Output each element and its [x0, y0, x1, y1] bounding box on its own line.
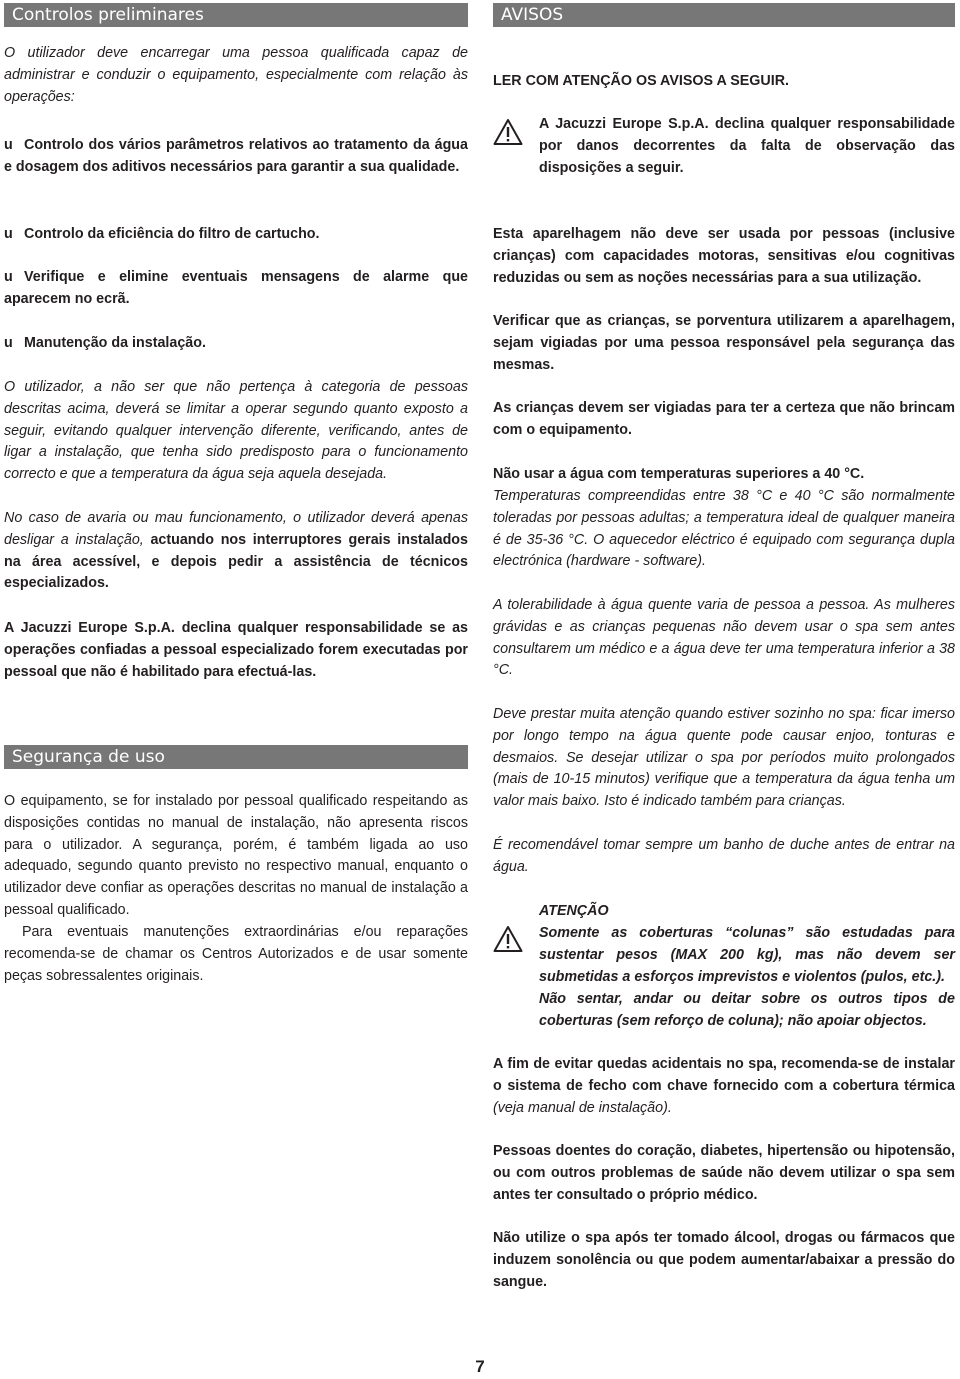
temperature-info: Temperaturas compreendidas entre 38 °C e 40 °C são normalmente toleradas por pessoas adultas; a temperatura ideal de qualquer maneira é de 35-36 °C. O aquecedor eléctrico é equipado com segurança dupla electrónica (hardware - software).: [493, 488, 955, 570]
bullet-text: Manutenção da instalação.: [24, 335, 206, 351]
bullet-marker: u: [4, 269, 13, 285]
intro-paragraph: O utilizador deve encarregar uma pessoa qualificada capaz de administrar e conduzir o equipamento, especialmente com relação às operações:: [4, 45, 468, 105]
bullet-item: [4, 333, 468, 355]
user-paragraph: O utilizador, a não ser que não pertença à categoria de pessoas descritas acima, deverá se limitar a operar segundo quanto exposto a seguir, evitando qualquer intervenção diferente, verificando, antes de ligar a instalação, que tenha sido predisposto para o funcionamento correcto e que a temperatura da água seja aquela desejada.: [4, 379, 468, 483]
fault-text-bold: actuando nos interruptores gerais instalados na área acessível, e depois pedir a assistência de técnicos especializados.: [4, 531, 468, 592]
bullet-text: Controlo da eficiência do filtro de cartucho.: [24, 226, 320, 242]
attention-title: ATENÇÃO: [539, 903, 609, 919]
children-paragraph-3: As crianças devem ser vigiadas para ter a certeza que não brincam com o equipamento.: [493, 400, 955, 438]
cover-text-italic: (veja manual de instalação).: [493, 1099, 672, 1116]
alcohol-paragraph: Não utilize o spa após ter tomado álcool, drogas ou fármacos que induzem sonolência ou que podem aumentar/abaixar a pressão do sangue.: [493, 1230, 955, 1290]
safety-paragraph-2: [4, 922, 468, 987]
fault-paragraph: [4, 508, 468, 595]
warning-triangle-icon: [493, 118, 523, 146]
alone-paragraph: Deve prestar muita atenção quando estiver sozinho no spa: ficar imerso por longo tempo na água quente pode causar enjoo, tonturas e desmaios. Se desejar utilizar o spa por períodos muito prolongados (mais de 10-15 minutos) verifique que a temperatura da água tenha um valor mais baixo. Isto é indicado também para crianças.: [493, 706, 955, 810]
bullet-item: [4, 267, 468, 311]
bullet-text: Verifique e elimine eventuais mensagens de alarme que aparecem no ecrã.: [4, 269, 468, 307]
tolerance-paragraph: A tolerabilidade à água quente varia de pessoa a pessoa. As mulheres grávidas e as crianças pequenas não devem usar o spa sem antes consultarem um médico e a água deve ter uma temperatura inferior a 38 °C.: [493, 597, 955, 679]
disclaimer-warning: A Jacuzzi Europe S.p.A. declina qualquer responsabilidade por danos decorrentes da falta de observação das disposições a seguir.: [539, 116, 955, 176]
section-header-avisos: AVISOS: [493, 3, 955, 27]
bullet-item: [4, 224, 468, 246]
warning-triangle-icon: [493, 925, 523, 953]
section-header-seguranca-de-uso: Segurança de uso: [4, 745, 468, 769]
bullet-item: [4, 135, 468, 179]
attention-body-1: Somente as coberturas “colunas” são estudadas para sustentar pesos (MAX 200 kg), mas não devem ser submetidas a esforços imprevistos e violentos (pulos, etc.).: [539, 925, 955, 985]
bullet-marker: u: [4, 137, 13, 153]
page-number: 7: [475, 1357, 485, 1376]
children-paragraph-1: Esta aparelhagem não deve ser usada por pessoas (inclusive crianças) com capacidades motoras, sensitivas e/ou cognitivas reduzidas ou sem as noções necessárias para a sua utilização.: [493, 226, 955, 286]
temperature-warning: Não usar a água com temperaturas superiores a 40 °C.: [493, 466, 865, 482]
bullet-marker: u: [4, 226, 13, 242]
children-paragraph-2: Verificar que as crianças, se porventura utilizarem a aparelhagem, sejam vigiadas por uma pessoa responsável pela segurança das mesmas.: [493, 313, 955, 373]
cover-text-bold: A fim de evitar quedas acidentais no spa, recomenda-se de instalar o sistema de fecho com chave fornecido com a cobertura térmica: [493, 1056, 955, 1094]
section-header-controlos-preliminares: Controlos preliminares: [4, 3, 468, 27]
safety-paragraph-1: O equipamento, se for instalado por pessoal qualificado respeitando as disposições contidas no manual de instalação, não apresenta riscos para o utilizador. A segurança, porém, é também ligada ao uso adequado, segundo quanto previsto no respectivo manual, enquanto o utilizador deve confiar as operações descritas no manual de instalação a pessoal qualificado.: [4, 793, 468, 918]
bullet-text: Controlo dos vários parâmetros relativos ao tratamento da água e dosagem dos aditivos necessários para garantir a sua qualidade.: [4, 137, 468, 175]
safety-text-2: Para eventuais manutenções extraordinárias e/ou reparações recomenda-se de chamar os Centros Autorizados e de usar somente peças sobressalentes originais.: [4, 924, 468, 984]
disclaimer-paragraph: A Jacuzzi Europe S.p.A. declina qualquer responsabilidade se as operações confiadas a pessoal especializado forem executadas por pessoal que não é habilitado para efectuá-las.: [4, 620, 468, 680]
fault-text-italic: No caso de avaria ou mau funcionamento, o utilizador deverá apenas desligar a instalação,: [4, 510, 468, 548]
heart-paragraph: Pessoas doentes do coração, diabetes, hipertensão ou hipotensão, ou com outros problemas de saúde não devem utilizar o spa sem antes ter consultado o próprio médico.: [493, 1143, 955, 1203]
shower-paragraph: É recomendável tomar sempre um banho de duche antes de entrar na água.: [493, 837, 955, 875]
bullet-marker: u: [4, 335, 13, 351]
cover-paragraph: [493, 1054, 955, 1119]
attention-body-2: Não sentar, andar ou deitar sobre os outros tipos de coberturas (sem reforço de coluna); não apoiar objectos.: [539, 991, 955, 1029]
attention-line: LER COM ATENÇÃO OS AVISOS A SEGUIR.: [493, 73, 790, 89]
